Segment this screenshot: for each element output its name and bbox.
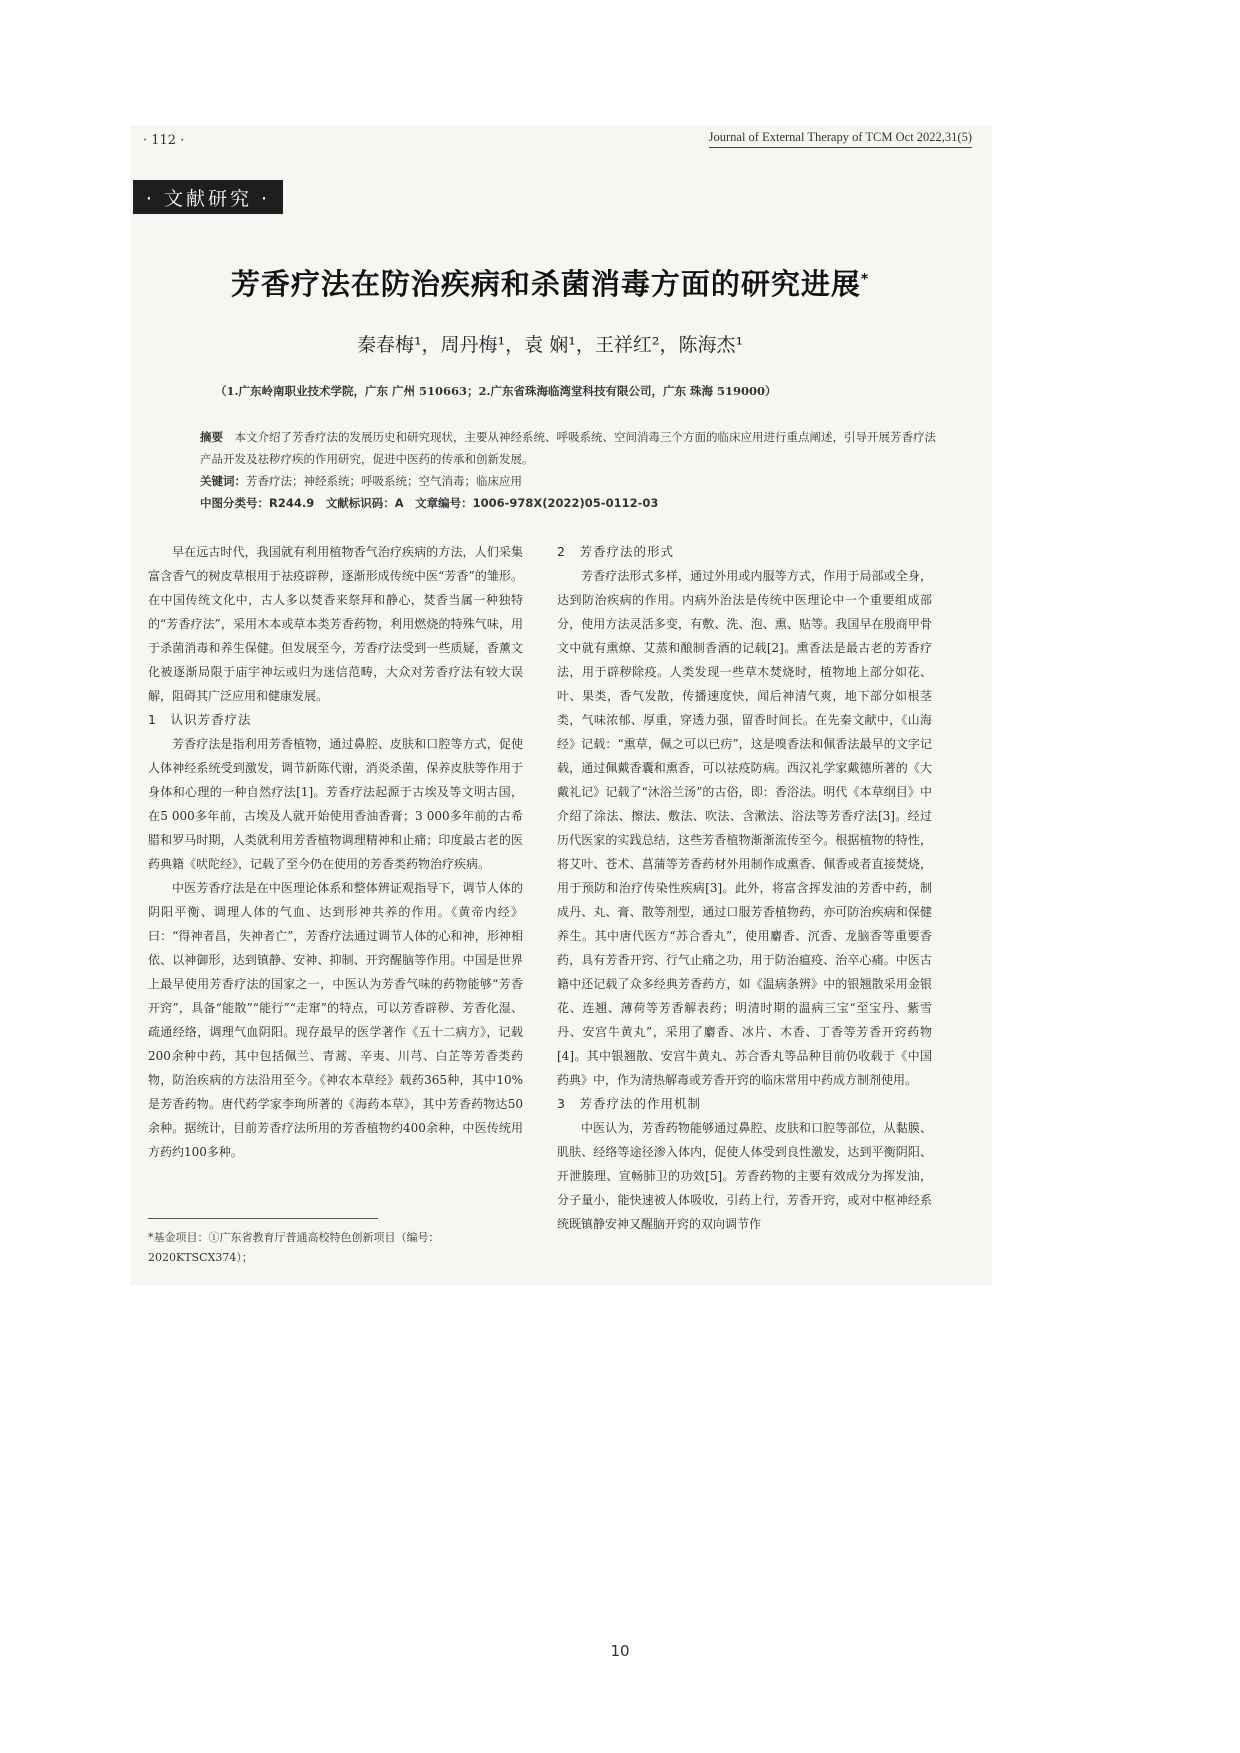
keywords-text: 芳香疗法；神经系统；呼吸系统；空气消毒；临床应用 [246,474,522,488]
section-2-heading: 2 芳香疗法的形式 [557,544,674,559]
authors: 秦春梅¹，周丹梅¹，袁 娴¹，王祥红²，陈海杰¹ [356,334,744,356]
keywords-label: 关键词： [200,474,246,488]
footnote: *基金项目：①广东省教育厅普通高校特色创新项目（编号：2020KTSCX374）； [148,1231,440,1264]
section-1-paragraph-2: 中医芳香疗法是在中医理论体系和整体辨证观指导下，调节人体的阴阳平衡、调理人体的气血、达到形神共养的作用。《黄帝内经》曰：“得神者昌，失神者亡”，芳香疗法通过调节人体的心和神，形神相依、以神御形，达到镇静、安神、抑制、开窍醒脑等作用。中国是世界上最早使用芳香疗法的国家之一，中医认为芳香气味的药物能够“芳香开窍”，具备“能散”“能行”“走窜”的特点，可以芳香辟秽、芳香化湿、疏通经络，调理气血阴阳。现存最早的医学著作《五十二病方》，记载200余种中药，其中包括佩兰、青蒿、辛夷、川芎、白芷等芳香类药物，防治疾病的方法沿用至今。《神农本草经》载药365种，其中10%是芳香药物。唐代药学家李珣所著的《海药本草》，其中芳香药物达50余种。据统计，目前芳香疗法所用的芳香植物约400余种，中医传统用方药约100多种。 [148,881,523,1159]
paper-title [140,262,960,303]
section-tag: · 文献研究 · [133,180,283,214]
section-1-paragraph-1: 芳香疗法是指利用芳香植物，通过鼻腔、皮肤和口腔等方式，促使人体神经系统受到激发，调节新陈代谢，消炎杀菌，保养皮肤等作用于身体和心理的一种自然疗法[1]。芳香疗法起源于古埃及等文明古国，在5 000多年前，古埃及人就开始使用香油香膏；3 000多年前的古希腊和罗马时期，人类就利用芳香植物调理精神和止痛；印度最古老的医药典籍《吠陀经》，记载了至今仍在使用的芳香类药物治疗疾病。 [148,737,523,871]
left-column [148,540,523,1164]
page-number: 10 [610,1642,630,1660]
classification-meta: 中图分类号：R244.9 文献标识码：A 文章编号：1006-978X(2022)05-0112-03 [200,496,659,510]
section-3-paragraph-1: 中医认为，芳香药物能够通过鼻腔、皮肤和口腔等部位，从黏膜、肌肤、经络等途径渗入体内，促使人体受到良性激发，达到平衡阴阳、开泄腠理、宣畅肺卫的功效[5]。芳香药物的主要有效成分为挥发油，分子量小，能快速被人体吸收，引药上行，芳香开窍，或对中枢神经系统既镇静安神又醒脑开窍的双向调节作 [557,1121,932,1231]
abstract-text: 本文介绍了芳香疗法的发展历史和研究现状，主要从神经系统、呼吸系统、空间消毒三个方面的临床应用进行重点阐述，引导开展芳香疗法产品开发及祛秽疗疾的作用研究，促进中医药的传承和创新发展。 [200,430,936,466]
section-1-heading: 1 认识芳香疗法 [148,712,252,727]
title-text: 芳香疗法在防治疾病和杀菌消毒方面的研究进展 [230,267,861,301]
abstract-block [200,426,940,514]
abstract [200,426,940,470]
footnote-divider [148,1218,378,1219]
section-3-heading: 3 芳香疗法的作用机制 [557,1096,701,1111]
affiliation: （1.广东岭南职业技术学院，广东 广州 510663；2.广东省珠海临湾堂科技有限公司，广东 珠海 519000） [215,384,777,398]
journal-page-number: · 112 · [143,133,185,148]
section-2-paragraph-1: 芳香疗法形式多样，通过外用或内服等方式，作用于局部或全身，达到防治疾病的作用。内病外治法是传统中医理论中一个重要组成部分，使用方法灵活多变，有敷、洗、泡、熏、贴等。我国早在殷商甲骨文中就有熏燎、艾蒸和酿制香酒的记载[2]。熏香法是最古老的芳香疗法，用于辟秽除疫。人类发现一些草木焚烧时，植物地上部分如花、叶、果类，香气发散，传播速度快，闻后神清气爽，地下部分如根茎类，气味浓郁、厚重，穿透力强，留香时间长。在先秦文献中，《山海经》记载：“熏草，佩之可以已疠”，这是嗅香法和佩香法最早的文字记载，通过佩戴香囊和熏香，可以祛疫防病。西汉礼学家戴德所著的《大戴礼记》记载了“沐浴兰汤”的古俗，即：香浴法。明代《本草纲目》中介绍了涂法、擦法、敷法、吹法、含漱法、浴法等芳香疗法[3]。经过历代医家的实践总结，这些芳香植物渐渐流传至今。根据植物的特性，将艾叶、苍术、菖蒲等芳香药材外用制作成熏香、佩香或者直接焚烧，用于预防和治疗传染性疾病[3]。此外，将富含挥发油的芳香中药，制成丹、丸、膏、散等剂型，通过口服芳香植物药，亦可防治疾病和保健养生。其中唐代医方“苏合香丸”，使用麝香、沉香、龙脑香等重要香药，具有芳香开窍、行气止痛之功，用于防治瘟疫、治卒心痛。中医古籍中还记载了众多经典芳香药方，如《温病条辨》中的银翘散采用金银花、连翘、薄荷等芳香解表药；明清时期的温病三宝“至宝丹、紫雪丹、安宫牛黄丸”，采用了麝香、冰片、木香、丁香等芳香开窍药物[4]。其中银翘散、安宫牛黄丸、苏合香丸等品种目前仍收载于《中国药典》中，作为清热解毒或芳香开窍的临床常用中药成方制剂使用。 [557,569,932,1087]
right-column [557,540,932,1236]
title-footnote-mark: * [860,271,870,288]
abstract-label: 摘要 [200,430,223,444]
intro-paragraph: 早在远古时代，我国就有利用植物香气治疗疾病的方法，人们采集富含香气的树皮草根用于祛疫辟秽，逐渐形成传统中医“芳香”的雏形。在中国传统文化中，古人多以焚香来祭拜和静心，焚香当属一种独特的“芳香疗法”，采用木本或草本类芳香药物，利用燃烧的特殊气味，用于杀菌消毒和养生保健。但发展至今，芳香疗法受到一些质疑，香薰文化被逐渐局限于庙宇神坛或归为迷信范畴，大众对芳香疗法有较大误解，阻碍其广泛应用和健康发展。 [148,545,523,703]
keywords [200,470,940,492]
journal-citation: Journal of External Therapy of TCM Oct 2022,31(5) [709,130,972,148]
